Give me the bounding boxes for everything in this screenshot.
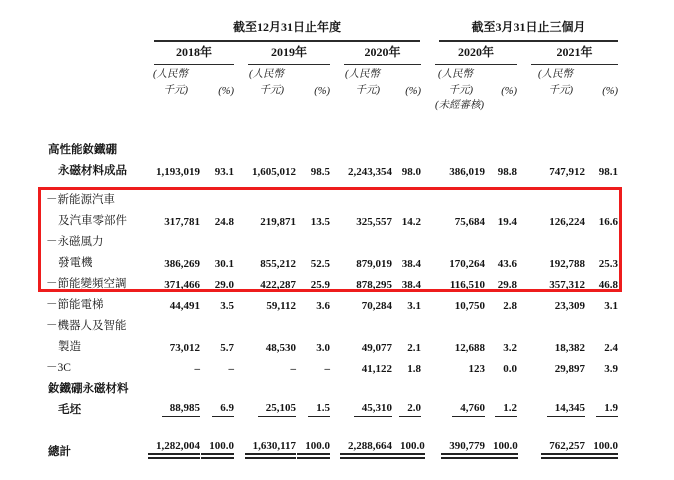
cell-value [485, 312, 517, 333]
cell-value [234, 375, 296, 396]
cell-value [140, 186, 200, 207]
table-row [40, 396, 618, 417]
cell-value [392, 437, 425, 459]
cell-value [421, 136, 485, 157]
cell-value [585, 396, 618, 417]
underlined-value: 100.0 [585, 440, 618, 459]
underlined-value: 100.0 [201, 440, 234, 459]
quarter-period-header [421, 8, 618, 42]
cell-value [392, 228, 421, 249]
cell-value: – [228, 363, 234, 375]
cell-value: 29.8 [497, 279, 518, 291]
cell-value [485, 136, 517, 157]
cell-value [234, 396, 296, 417]
cell-value: 38.4 [401, 258, 422, 270]
cell-value [330, 312, 392, 333]
percent-label: (%) [602, 86, 619, 97]
year-header-row [40, 42, 618, 65]
row-spacer [40, 178, 618, 186]
cell-value: 3.5 [220, 300, 234, 312]
cell-value: 98.5 [310, 166, 330, 178]
cell-value: 3.1 [604, 300, 619, 312]
table-row [40, 437, 618, 459]
year-header-2019: 2019年 [234, 42, 330, 65]
cell-value: 98.0 [401, 166, 422, 178]
revenue-table-body [40, 136, 618, 459]
unaudited-note: (未經審核) [435, 100, 485, 111]
cell-value [421, 186, 485, 207]
cell-value: 219,871 [260, 216, 296, 228]
underlined-value: 1,282,004 [148, 440, 200, 459]
cell-value [200, 186, 234, 207]
table-row [40, 270, 618, 291]
annual-period-header [140, 8, 421, 42]
underlined-value: 2,288,664 [340, 440, 392, 459]
cell-value [392, 375, 421, 396]
cell-value: 19.4 [497, 216, 518, 228]
cell-value: 13.5 [310, 216, 330, 228]
cell-value [392, 396, 421, 417]
table-header [40, 8, 618, 136]
cell-value: 2.4 [604, 342, 619, 354]
cell-value [517, 136, 585, 157]
cell-value: 38.4 [401, 279, 422, 291]
percent-label: (%) [501, 86, 518, 97]
cell-value: 116,510 [449, 279, 486, 291]
cell-value: 1,193,019 [156, 166, 200, 178]
cell-value [234, 136, 296, 157]
cell-value [585, 437, 618, 459]
unit-label: (人民幣 [153, 69, 188, 80]
cell-value [485, 228, 517, 249]
table-row [40, 136, 618, 157]
cell-value [585, 375, 618, 396]
cell-value [330, 136, 392, 157]
unit-header-row-1 [40, 65, 618, 81]
cell-value: 878,295 [356, 279, 392, 291]
cell-value: 371,466 [164, 279, 200, 291]
underlined-value: 88,985 [162, 402, 200, 417]
cell-value [296, 312, 330, 333]
cell-value [392, 136, 421, 157]
cell-value: 70,284 [361, 300, 392, 312]
unit-label: 千元) [448, 85, 474, 96]
cell-value: 10,750 [454, 300, 486, 312]
cell-value [330, 437, 392, 459]
cell-value: 2.1 [407, 342, 422, 354]
cell-value: 1.8 [407, 363, 422, 375]
cell-value [200, 312, 234, 333]
cell-value: 44,491 [169, 300, 200, 312]
unit-label: 千元) [355, 85, 380, 96]
table-row [40, 333, 618, 354]
cell-value [517, 437, 585, 459]
cell-value: 43.6 [497, 258, 518, 270]
underlined-value: 762,257 [541, 440, 585, 459]
cell-value [140, 312, 200, 333]
underlined-value: 4,760 [452, 402, 485, 417]
cell-value: 3.0 [316, 342, 330, 354]
underlined-value: 1,630,117 [245, 440, 296, 459]
cell-value: 29.0 [214, 279, 234, 291]
underlined-value: 6.9 [212, 402, 234, 417]
cell-value [517, 228, 585, 249]
cell-value: 747,912 [549, 166, 586, 178]
cell-value: 3.2 [503, 342, 518, 354]
cell-value [421, 228, 485, 249]
cell-value: 357,312 [549, 279, 586, 291]
cell-value [200, 228, 234, 249]
annual-period-title: 截至12月31日止年度 [154, 18, 420, 42]
cell-value [421, 396, 485, 417]
cell-value [200, 396, 234, 417]
cell-value [585, 312, 618, 333]
cell-value [200, 136, 234, 157]
cell-value: 2.8 [503, 300, 518, 312]
row-label: －節能變頻空調 [46, 278, 127, 290]
row-label: －機器人及智能 [46, 320, 127, 332]
cell-value: 879,019 [356, 258, 392, 270]
row-label: 及汽車零部件 [58, 215, 127, 227]
cell-value: 3.6 [316, 300, 330, 312]
percent-label: (%) [405, 86, 422, 97]
underlined-value: 1.2 [495, 402, 517, 417]
cell-value [330, 186, 392, 207]
cell-value [234, 312, 296, 333]
cell-value: 1,605,012 [252, 166, 296, 178]
percent-label: (%) [314, 86, 330, 97]
cell-value [485, 396, 517, 417]
cell-value: 325,557 [356, 216, 392, 228]
table-row [40, 186, 618, 207]
cell-value [392, 186, 421, 207]
row-label: 永磁材料成品 [58, 165, 127, 177]
cell-value: 93.1 [214, 166, 234, 178]
cell-value [517, 375, 585, 396]
unit-header-row-2 [40, 81, 618, 97]
cell-value: 23,309 [554, 300, 586, 312]
cell-value: 41,122 [361, 363, 392, 375]
cell-value: – [194, 363, 200, 375]
cell-value [296, 396, 330, 417]
row-label: －節能電梯 [46, 299, 104, 311]
row-label: －3C [46, 362, 71, 374]
cell-value [517, 312, 585, 333]
underlined-value: 45,310 [354, 402, 392, 417]
cell-value [421, 375, 485, 396]
cell-value [296, 437, 330, 459]
header-spacer [40, 112, 618, 136]
cell-value [485, 375, 517, 396]
underlined-value: 2.0 [399, 402, 421, 417]
unit-label: (人民幣 [538, 69, 574, 80]
cell-value: 126,224 [549, 216, 586, 228]
cell-value [234, 437, 296, 459]
cell-value [421, 312, 485, 333]
row-spacer [40, 417, 618, 437]
cell-value: 317,781 [164, 216, 200, 228]
cell-value: 14.2 [401, 216, 422, 228]
cell-value: 73,012 [169, 342, 200, 354]
cell-value: 2,243,354 [348, 166, 392, 178]
underlined-value: 25,105 [258, 402, 296, 417]
cell-value [585, 186, 618, 207]
cell-value: 12,688 [454, 342, 486, 354]
underlined-value: 1.5 [308, 402, 330, 417]
cell-value: 24.8 [214, 216, 234, 228]
cell-value [421, 437, 485, 459]
cell-value [330, 396, 392, 417]
cell-value: 386,019 [449, 166, 486, 178]
unit-label: 千元) [163, 85, 188, 96]
cell-value [585, 136, 618, 157]
row-label: 釹鐵硼永磁材料 [48, 383, 129, 395]
table-row [40, 291, 618, 312]
table-row [40, 354, 618, 375]
cell-value: 0.0 [503, 363, 518, 375]
cell-value: 5.7 [220, 342, 234, 354]
period-header-row [40, 8, 618, 42]
cell-value [140, 437, 200, 459]
cell-value [585, 228, 618, 249]
cell-value: 30.1 [214, 258, 234, 270]
cell-value: 75,684 [454, 216, 486, 228]
cell-value: 98.1 [598, 166, 619, 178]
cell-value: 98.8 [497, 166, 518, 178]
unit-label: 千元) [548, 85, 574, 96]
cell-value [392, 312, 421, 333]
cell-value: 3.1 [407, 300, 422, 312]
unit-label: (人民幣 [249, 69, 284, 80]
cell-value: 192,788 [549, 258, 586, 270]
cell-value [200, 375, 234, 396]
cell-value: 29,897 [554, 363, 586, 375]
unaudited-note-row [40, 97, 618, 112]
underlined-value: 100.0 [485, 440, 518, 459]
cell-value: 25.9 [310, 279, 330, 291]
underlined-value: 100.0 [297, 440, 330, 459]
cell-value: 16.6 [598, 216, 619, 228]
row-label: －永磁風力 [46, 236, 104, 248]
cell-value: 25.3 [598, 258, 619, 270]
cell-value: 18,382 [554, 342, 586, 354]
row-label: 總計 [48, 446, 71, 458]
cell-value [234, 228, 296, 249]
cell-value [485, 186, 517, 207]
cell-value: 170,264 [449, 258, 486, 270]
cell-value: 422,287 [260, 279, 296, 291]
cell-value: 46.8 [598, 279, 619, 291]
year-header-2020q1: 2020年 [421, 42, 517, 65]
revenue-breakdown-table [40, 8, 618, 459]
cell-value [330, 228, 392, 249]
cell-value: 855,212 [260, 258, 296, 270]
unit-label: (人民幣 [345, 69, 380, 80]
table-row [40, 249, 618, 270]
cell-value: 123 [468, 363, 486, 375]
cell-value: 49,077 [361, 342, 392, 354]
cell-value [330, 375, 392, 396]
underlined-value: 1.9 [596, 402, 618, 417]
table-row [40, 207, 618, 228]
cell-value: 3.9 [604, 363, 619, 375]
unit-label: (人民幣 [438, 69, 474, 80]
cell-value: – [290, 363, 296, 375]
quarter-period-title: 截至3月31日止三個月 [439, 18, 618, 42]
year-header-2021q1: 2021年 [517, 42, 618, 65]
cell-value [296, 186, 330, 207]
underlined-value: 14,345 [547, 402, 585, 417]
cell-value [140, 375, 200, 396]
cell-value [296, 136, 330, 157]
row-label: 製造 [58, 341, 81, 353]
table-row [40, 157, 618, 178]
cell-value [517, 186, 585, 207]
cell-value [234, 186, 296, 207]
row-label: 毛坯 [58, 404, 81, 416]
cell-value: 386,269 [164, 258, 200, 270]
table-row [40, 228, 618, 249]
percent-label: (%) [218, 86, 234, 97]
cell-value [485, 437, 517, 459]
cell-value: 59,112 [266, 300, 296, 312]
table-row [40, 312, 618, 333]
row-label: 高性能釹鐵硼 [48, 144, 117, 156]
row-label: －新能源汽車 [46, 194, 115, 206]
cell-value [140, 228, 200, 249]
cell-value [296, 228, 330, 249]
year-header-2018: 2018年 [140, 42, 234, 65]
cell-value [140, 136, 200, 157]
cell-value [140, 396, 200, 417]
unit-label: 千元) [259, 85, 284, 96]
year-header-2020: 2020年 [330, 42, 421, 65]
underlined-value: 100.0 [392, 440, 425, 459]
cell-value [296, 375, 330, 396]
row-label: 發電機 [58, 257, 93, 269]
cell-value [517, 396, 585, 417]
underlined-value: 390,779 [441, 440, 485, 459]
empty-corner-cell [40, 8, 140, 42]
cell-value: 48,530 [265, 342, 296, 354]
cell-value [200, 437, 234, 459]
cell-value: 52.5 [310, 258, 330, 270]
table-row [40, 375, 618, 396]
cell-value: – [324, 363, 330, 375]
